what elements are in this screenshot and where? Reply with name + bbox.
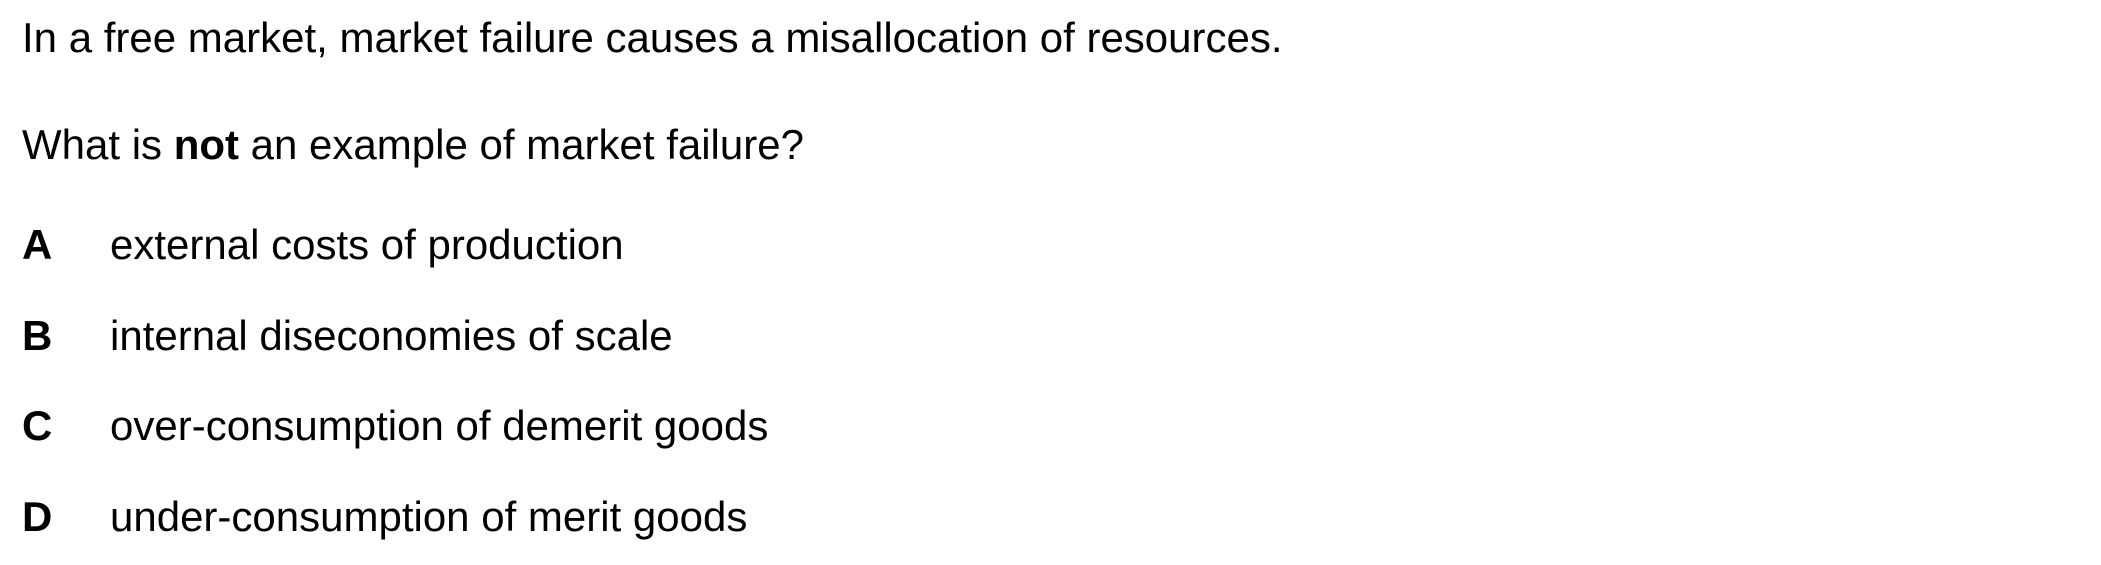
prompt-lead-text: What is bbox=[22, 121, 174, 168]
option-text: over-consumption of demerit goods bbox=[110, 402, 769, 449]
option-text: external costs of production bbox=[110, 221, 624, 268]
option-letter: D bbox=[22, 493, 53, 540]
option-letter: A bbox=[22, 221, 53, 268]
prompt-tail-text: an example of market failure? bbox=[239, 121, 804, 168]
question-prompt bbox=[22, 121, 804, 169]
option-letter: B bbox=[22, 312, 53, 359]
option-text: internal diseconomies of scale bbox=[110, 312, 673, 359]
question-stem: In a free market, market failure causes a misallocation of resources. bbox=[22, 14, 1283, 61]
option-letter: C bbox=[22, 402, 53, 449]
option-text: under-consumption of merit goods bbox=[110, 493, 748, 540]
prompt-emphasis: not bbox=[173, 121, 239, 168]
